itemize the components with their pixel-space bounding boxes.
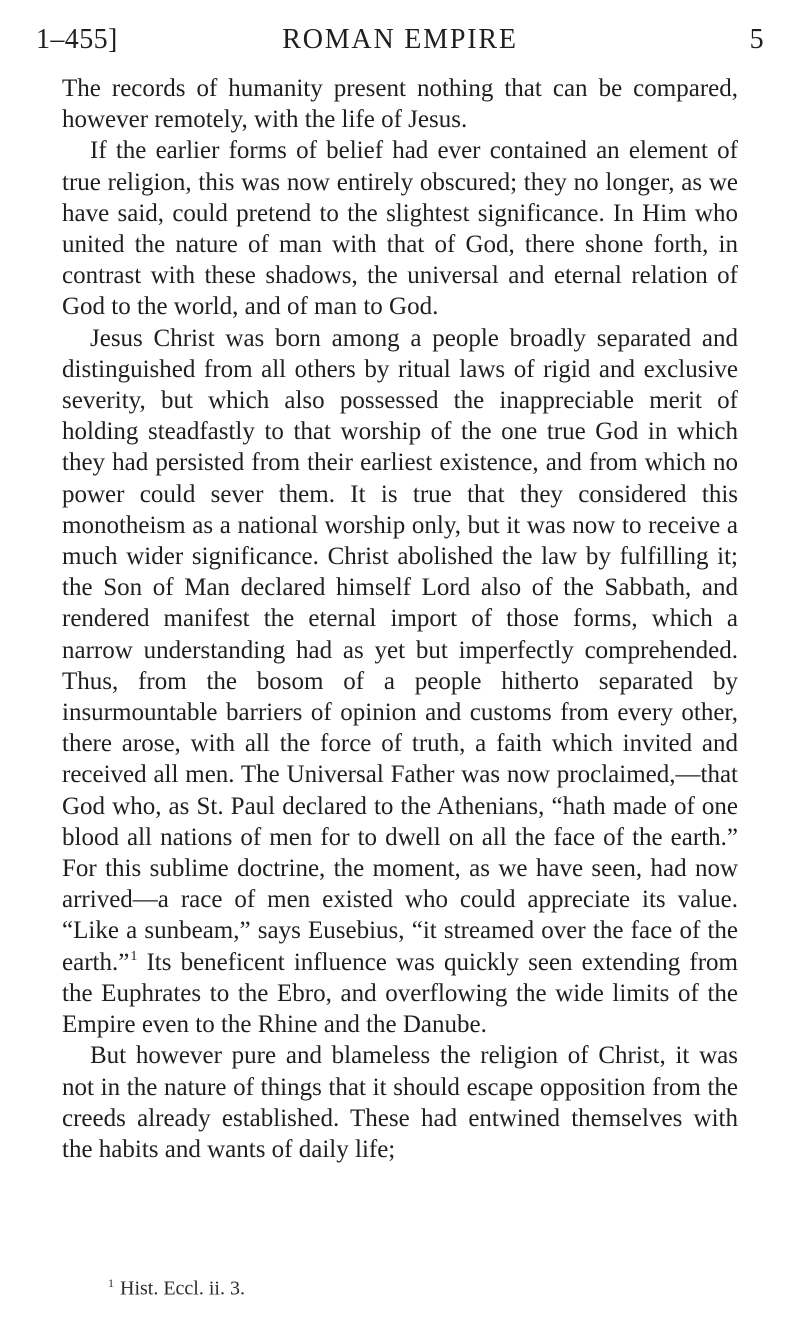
footnote-text: Hist. Eccl. ii. 3. bbox=[120, 1277, 245, 1300]
paragraph-3-text: Jesus Christ was born among a people broadly separated and distinguished from all others by ritual laws of rigid and exclusive severity, but which also possessed the inappreciable merit of holding steadfastly to that worship of the one true God in which they had persisted from their earliest existence, and from which no power could sever them. It is true that they considered this monotheism as a national worship only, but it was now to receive a much wider significance. Christ abolished the law by fulfilling it; the Son of Man declared himself Lord also of the Sabbath, and rendered manifest the eternal import of those forms, which a narrow understanding had as yet but imperfectly comprehended. Thus, from the bosom of a people hitherto separated by insurmountable barriers of opinion and customs from every other, there arose, with all the force of truth, a faith which invited and received all men. The Universal Father was now proclaimed,—that God who, as St. Paul declared to the Athenians, “hath made of one blood all nations of men for to dwell on all the face of the earth.” For this sublime doctrine, the moment, as we have seen, had now arrived—a race of men existed who could appreciate its value. “Like a sunbeam,” says Eusebius, “it streamed over the face of the earth.” bbox=[62, 324, 738, 976]
paragraph-3 bbox=[62, 323, 738, 1041]
paragraph-3-continuation: Its beneficent influence was quickly seen extending from the Euphrates to the Ebro, and overflowing the wide limits of the Empire even to the Rhine and the Danube. bbox=[62, 948, 738, 1039]
paragraph-2: If the earlier forms of belief had ever contained an element of true religion, this was now entirely obscured; they no longer, as we have said, could pretend to the slightest significance. In Him who united the nature of man with that of God, there shone forth, in contrast with these shadows, the universal and eternal relation of God to the world, and of man to God. bbox=[62, 137, 738, 321]
body-text bbox=[62, 73, 738, 1165]
page-number: 5 bbox=[749, 24, 764, 55]
running-title: ROMAN EMPIRE bbox=[282, 24, 518, 55]
running-header bbox=[36, 18, 764, 62]
footnote-mark: 1 bbox=[108, 1276, 114, 1290]
page-range: 1–455] bbox=[36, 24, 118, 55]
footnote bbox=[108, 1270, 245, 1302]
paragraph-4: But however pure and blameless the religion of Christ, it was not in the nature of things that it should escape opposition from the creeds already established. These had entwined themselves with the habits and wants of daily life; bbox=[62, 1042, 738, 1163]
footnote-reference: 1 bbox=[130, 949, 138, 965]
paragraph-1: The records of humanity present nothing that can be compared, however remotely, with the life of Jesus. bbox=[62, 75, 738, 134]
